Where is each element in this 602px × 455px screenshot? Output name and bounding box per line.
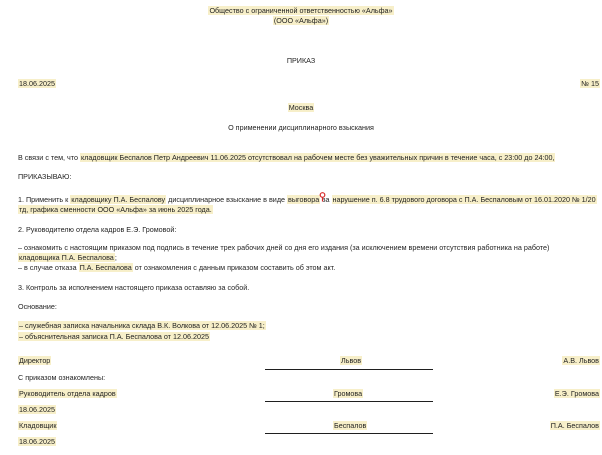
signature-employee-sign: Беспалов (334, 421, 367, 430)
signature-hr-date: 18.06.2025 (19, 405, 55, 414)
signature-director-line (265, 369, 433, 370)
organization-full-name: Общество с ограниченной ответственностью «Альфа» (209, 6, 393, 15)
order-item-2: 2. Руководителю отдела кадров Е.Э. Громовой: (18, 225, 177, 234)
organization-short-name: (ООО «Альфа») (273, 16, 329, 25)
basis-heading: Основание: (18, 302, 57, 311)
order-item-2-bullet-1: – ознакомить с настоящим приказом под подпись в течение трех рабочих дней со дня его издания (за исключением времени отсутствия работника на работе) (18, 243, 550, 252)
order-item-1-continuation: тд, графика сменности ООО «Альфа» за июнь 2025 года. (19, 205, 212, 214)
text-cursor-icon (319, 192, 326, 202)
signature-employee-date: 18.06.2025 (19, 437, 55, 446)
document-title: ПРИКАЗ (286, 56, 316, 65)
signature-director-name: А.В. Львов (563, 356, 599, 365)
signature-hr-sign: Громова (334, 389, 363, 398)
document-date: 18.06.2025 (19, 79, 55, 88)
order-item-2-bullet-2: – в случае отказа П.А. Беспалова от ознакомления с данным приказом составить об этом акт. (18, 263, 336, 272)
order-item-1: 1. Применить к кладовщику П.А. Беспалову дисциплинарное взыскание в виде выговора за нарушение п. 6.8 трудового договора с П.А. Беспаловым от 16.01.2020 № 1/20 (18, 195, 596, 204)
basis-item-1: – служебная записка начальника склада В.К. Волкова от 12.06.2025 № 1; (19, 321, 265, 330)
order-word: ПРИКАЗЫВАЮ: (18, 172, 72, 181)
signature-hr-line (265, 401, 433, 402)
preamble-paragraph: В связи с тем, что кладовщик Беспалов Петр Андреевич 11.06.2025 отсутствовал на рабочем месте без уважительных причин в течение часа, с 23:00 до 24:00, (18, 153, 555, 162)
signature-hr-role: Руководитель отдела кадров (19, 389, 116, 398)
acquainted-heading: С приказом ознакомлены: (18, 373, 106, 382)
signature-hr-name: Е.Э. Громова (554, 389, 599, 398)
order-item-2-bullet-1-continuation: кладовщика П.А. Беспалова; (19, 253, 117, 262)
signature-employee-role: Кладовщик (19, 421, 57, 430)
signature-director-role: Директор (19, 356, 51, 365)
signature-director-sign: Львов (341, 356, 362, 365)
signature-employee-line (265, 433, 433, 434)
document-number: № 15 (581, 79, 599, 88)
order-item-3: 3. Контроль за исполнением настоящего приказа оставляю за собой. (18, 283, 250, 292)
basis-item-2: – объяснительная записка П.А. Беспалова от 12.06.2025 (19, 332, 209, 341)
document-subject: О применении дисциплинарного взыскания (228, 123, 374, 132)
document-city: Москва (288, 103, 314, 112)
signature-employee-name: П.А. Беспалов (550, 421, 599, 430)
